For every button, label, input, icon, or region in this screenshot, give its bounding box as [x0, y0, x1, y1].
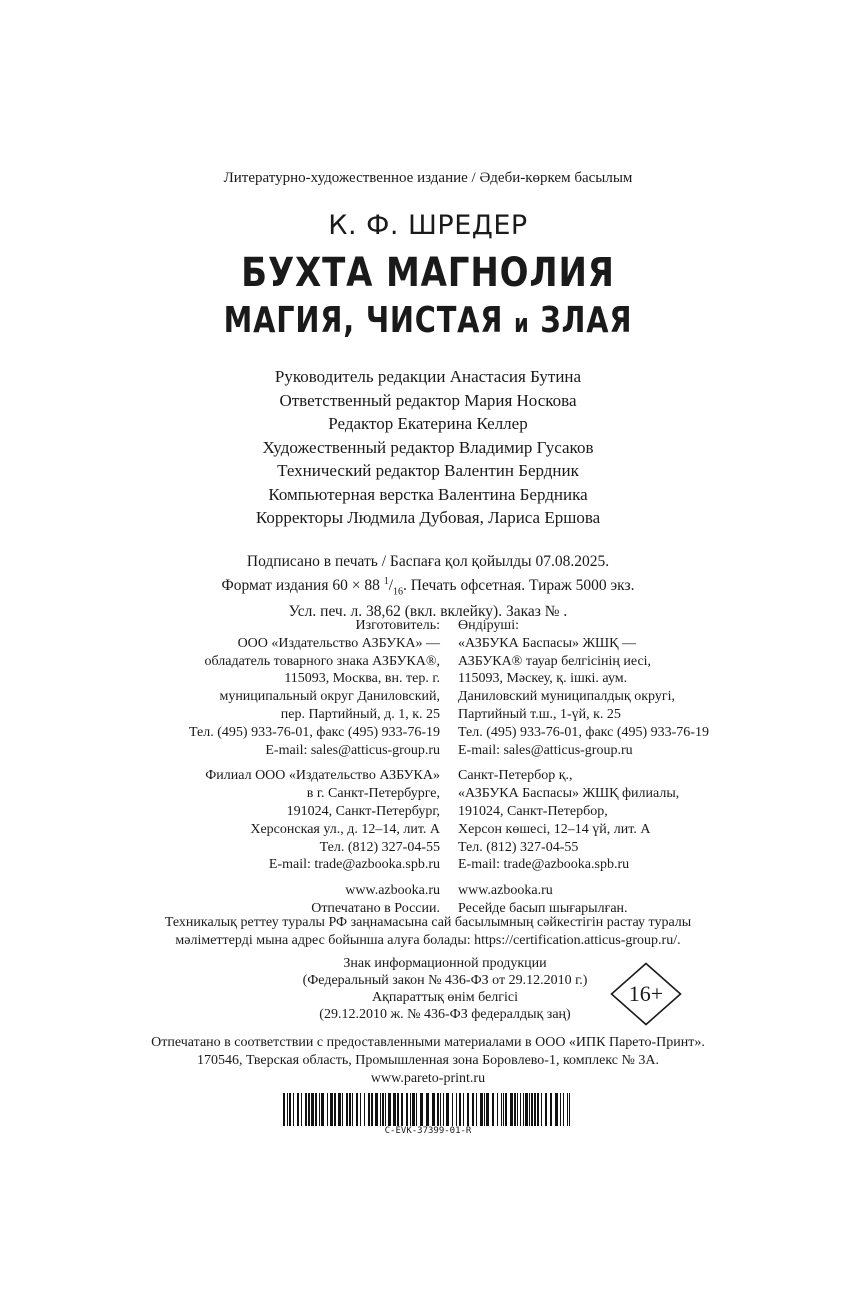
manufacturer-ru-line: 115093, Москва, вн. тер. г.: [284, 671, 440, 687]
credit-line: Ответственный редактор Мария Носкова: [279, 390, 577, 410]
manufacturer-kz-line: Даниловский муниципалдық округі,: [458, 689, 675, 705]
signed-date: Подписано в печать / Баспаға қол қойылды 07.08.2025.: [246, 553, 610, 570]
format-denominator: 16: [393, 586, 404, 598]
printer-website: www.pareto-print.ru: [370, 1071, 486, 1086]
branch-ru-line: E-mail: trade@azbooka.spb.ru: [268, 857, 440, 873]
format-numerator: 1: [383, 576, 389, 587]
credit-line: Руководитель редакции Анастасия Бутина: [274, 367, 582, 386]
format-suffix: . Печать офсетная. Тираж 5000 экз.: [403, 577, 635, 595]
branch-kz-line: Тел. (812) 327-04-55: [458, 839, 579, 855]
info-mark-text: [255, 955, 635, 1023]
format-prefix: Формат издания 60 × 88: [221, 577, 384, 595]
branch-kz-line: Херсон көшесі, 12–14 үй, лит. А: [458, 821, 651, 837]
manufacturer-ru-line: Тел. (495) 933-76-01, факс (495) 933-76-19: [189, 724, 440, 740]
manufacturer-kz-line: Партийный т.ш., 1-үй, к. 25: [458, 706, 621, 722]
volume-line: Усл. печ. л. 38,62 (вкл. вклейку). Заказ № .: [288, 603, 568, 621]
credit-line: Художественный редактор Владимир Гусаков: [262, 437, 594, 457]
manufacturer-ru-line: пер. Партийный, д. 1, к. 25: [280, 706, 440, 722]
info-mark-line: Ақпараттық өнім белгісі: [371, 990, 519, 1005]
subtitle-part1: МАГИЯ, ЧИСТАЯ: [223, 300, 515, 341]
book-title: БУХТА МАГНОЛИЯ: [241, 250, 615, 296]
info-mark-line: Знак информационной продукции: [343, 956, 547, 971]
author-name: К. Ф. ШРЕДЕР: [328, 210, 528, 241]
tech-regulation-line: мәліметтерді мына адрес бойынша алуға болады: https://certification.atticus-group.ru/.: [175, 932, 681, 948]
book-subtitle: [86, 300, 771, 341]
branch-ru-line: 191024, Санкт-Петербург,: [286, 803, 440, 819]
printer-info: [0, 1034, 856, 1088]
manufacturer-kz-line: АЗБУКА® тауар белгісінің иесі,: [458, 653, 652, 669]
credit-line: Редактор Екатерина Келлер: [328, 414, 528, 433]
credit-line: Компьютерная верстка Валентина Бердника: [268, 484, 588, 504]
credit-line: Технический редактор Валентин Бердник: [277, 461, 579, 480]
column-kazakh: [458, 617, 709, 918]
manufacturer-ru-line: E-mail: sales@atticus-group.ru: [265, 742, 440, 758]
branch-kz-line: E-mail: trade@azbooka.spb.ru: [458, 857, 630, 873]
branch-kz-line: «АЗБУКА Баспасы» ЖШҚ филиалы,: [458, 786, 680, 802]
age-rating-label: 16+: [628, 981, 664, 1006]
editorial-credits: [0, 365, 856, 530]
manufacturer-ru-line: ООО «Издательство АЗБУКА» —: [237, 635, 440, 651]
subtitle-and: и: [514, 309, 530, 339]
printer-line: 170546, Тверская область, Промышленная зона Боровлево-1, комплекс № 3А.: [197, 1053, 659, 1068]
branch-ru-line: Филиал ООО «Издательство АЗБУКА»: [205, 768, 440, 784]
branch-ru-line: Тел. (812) 327-04-55: [319, 839, 440, 855]
manufacturer-ru-line: Изготовитель:: [355, 618, 440, 633]
edition-type: Литературно-художественное издание / Әдеби-көркем басылым: [223, 170, 633, 186]
barcode-number: C-EVK-37399-01-R: [384, 1126, 472, 1136]
printed-in-kz: Ресейде басып шығарылған.: [458, 900, 628, 916]
column-russian: [189, 617, 440, 918]
manufacturer-kz-line: E-mail: sales@atticus-group.ru: [458, 742, 633, 758]
tech-regulation: [0, 914, 856, 950]
printed-in-ru: Отпечатано в России.: [311, 900, 440, 916]
printer-line: Отпечатано в соответствии с предоставленными материалами в ООО «ИПК Парето-Принт».: [151, 1035, 705, 1050]
branch-ru-line: в г. Санкт-Петербурге,: [306, 786, 440, 802]
website-kz: www.azbooka.ru: [458, 883, 553, 899]
tech-regulation-line: Техникалық реттеу туралы РФ заңнамасына сай басылымның сәйкестігін растау туралы: [164, 915, 692, 930]
manufacturer-ru-line: обладатель товарного знака АЗБУКА®,: [204, 653, 440, 669]
branch-kz-line: 191024, Санкт-Петербор,: [458, 803, 608, 819]
website-ru: www.azbooka.ru: [345, 883, 440, 899]
branch-kz-line: Санкт-Петербор қ.,: [458, 768, 573, 784]
credit-line: Корректоры Людмила Дубовая, Лариса Ершова: [255, 508, 601, 527]
manufacturer-kz-line: «АЗБУКА Баспасы» ЖШҚ —: [458, 635, 636, 651]
print-info: [0, 552, 856, 622]
manufacturer-kz-line: Тел. (495) 933-76-01, факс (495) 933-76-19: [458, 724, 709, 740]
subtitle-part2: ЗЛАЯ: [529, 300, 633, 341]
manufacturer-kz-line: 115093, Мәскеу, қ. ішкі. аум.: [458, 671, 628, 687]
age-rating-badge: [610, 962, 682, 1026]
info-mark-line: (Федеральный закон № 436-ФЗ от 29.12.2010 г.): [302, 973, 588, 988]
manufacturer-kz-line: Өндіруші:: [458, 618, 519, 633]
format-line: Формат издания 60 × 88 $^1/_{16}$. Печать офсетная. Тираж 5000 экз.: [221, 576, 635, 598]
manufacturer-ru-line: муниципальный округ Даниловский,: [219, 689, 440, 705]
branch-ru-line: Херсонская ул., д. 12–14, лит. А: [250, 821, 440, 837]
barcode-icon: [283, 1093, 573, 1126]
info-mark-line: (29.12.2010 ж. № 436-ФЗ федералдық заң): [319, 1007, 571, 1022]
